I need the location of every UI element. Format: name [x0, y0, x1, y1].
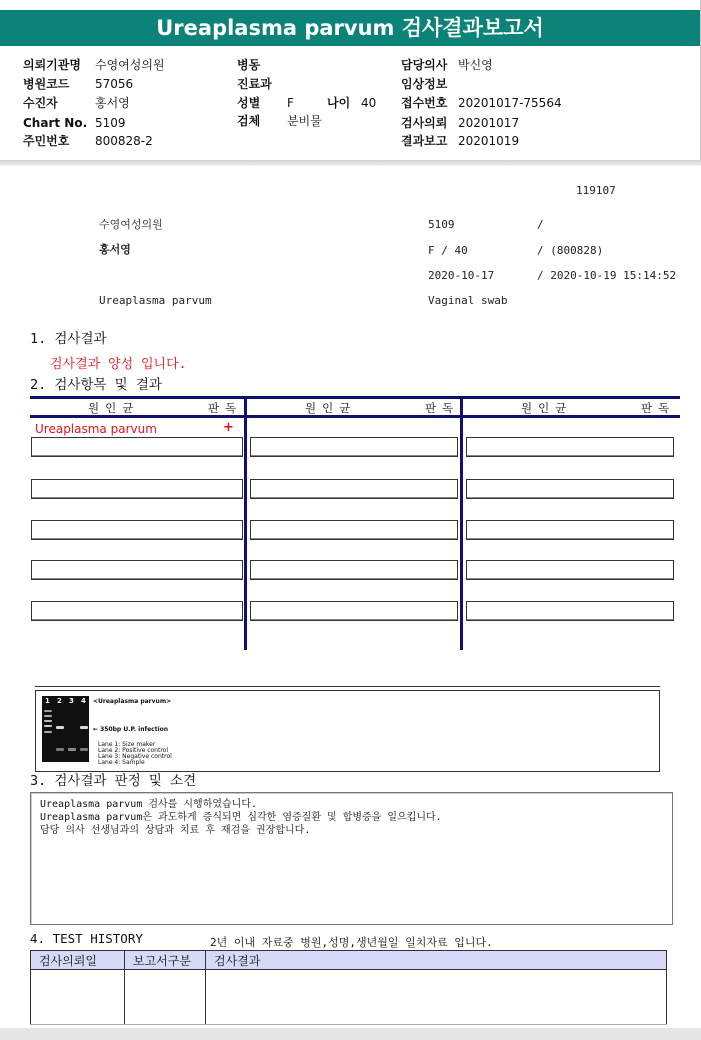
opinion-box [30, 792, 673, 925]
results-grid [30, 396, 680, 650]
ladder-band [44, 720, 52, 722]
opinion-line: 담당 의사 선생님과의 상담과 치료 후 재검을 권장합니다. [40, 825, 311, 836]
info-clinic: 수영여성의원 [99, 218, 163, 231]
specimen-value: 분비물 [287, 114, 322, 128]
primer-band [56, 748, 64, 751]
report-title: Ureaplasma parvum 검사결과보고서 [0, 10, 700, 46]
lane-number: 2 [57, 697, 62, 705]
receipt-no-value: 20201017-75564 [458, 96, 562, 110]
result-cell [466, 601, 674, 621]
gel-legend-item: Lane 1: Size maker [98, 741, 156, 748]
result-cell [466, 560, 674, 580]
history-header-row [31, 951, 667, 970]
sex-label: 성별 [237, 96, 261, 110]
primer-band [68, 748, 76, 751]
info-date-reported: / 2020-10-19 15:14:52 [537, 269, 677, 282]
judgement-header: 판독 [641, 401, 676, 415]
specimen-label: 검체 [237, 114, 261, 128]
hospital-code-label: 병원코드 [23, 77, 70, 91]
history-col-result: 검사결과 [206, 951, 667, 970]
primer-band [80, 748, 88, 751]
info-chart: 5109 [428, 218, 455, 231]
report-id: 119107 [576, 184, 616, 197]
organism-result: + [223, 420, 234, 435]
history-cell [31, 970, 125, 1025]
sex-value: F [287, 96, 294, 110]
ladder-band [44, 731, 52, 733]
request-date-value: 20201017 [458, 116, 520, 130]
result-cell [31, 437, 243, 457]
lane-number: 3 [69, 697, 74, 705]
grid-top-rule [30, 396, 680, 399]
resident-no-value: 800828-2 [95, 134, 153, 148]
info-birth: / (800828) [537, 244, 604, 257]
institution-label: 의뢰기관명 [23, 58, 81, 72]
recipient-row [23, 95, 130, 111]
header-divider [0, 160, 701, 166]
grid-divider [244, 396, 247, 650]
request-date-row [401, 115, 519, 131]
result-cell [31, 479, 243, 499]
result-cell [466, 479, 674, 499]
chart-no-value: 5109 [95, 116, 126, 130]
resident-no-row [23, 133, 153, 149]
column-header [30, 400, 244, 415]
chart-no-row [23, 115, 126, 131]
institution-value: 수영여성의원 [95, 58, 165, 72]
opinion-line: Ureaplasma parvum은 과도하게 증식되면 심각한 염증질환 및 합병증을 일으킵니다. [40, 812, 442, 823]
age-value: 40 [361, 96, 377, 110]
doctor-row [401, 57, 493, 73]
gel-electrophoresis-image [42, 696, 89, 762]
history-col-request-date: 검사의뢰일 [31, 951, 125, 970]
ladder-band [44, 715, 52, 717]
request-date-label: 검사의뢰 [401, 116, 448, 130]
doctor-label: 담당의사 [401, 58, 448, 72]
result-cell [466, 520, 674, 540]
hospital-code-value: 57056 [95, 77, 134, 91]
history-empty-row [31, 970, 667, 1025]
history-table [30, 950, 667, 1025]
result-cell [250, 479, 458, 499]
gel-legend-item: Lane 3: Negative control [98, 753, 172, 760]
receipt-no-label: 접수번호 [401, 96, 448, 110]
gel-top-rule [35, 686, 660, 687]
organism-name: Ureaplasma parvum [35, 422, 157, 436]
doctor-value: 박신영 [458, 58, 493, 72]
department-label: 진료과 [237, 77, 272, 91]
result-cell [31, 601, 243, 621]
gel-legend-item: Lane 2: Positive control [98, 747, 169, 754]
info-test-name: Ureaplasma parvum [99, 294, 212, 307]
info-date-received: 2020-10-17 [428, 269, 495, 282]
info-slash: / [537, 218, 544, 231]
recipient-value: 홍서영 [95, 96, 130, 110]
report-date-row [401, 133, 519, 149]
ladder-band [44, 725, 52, 727]
resident-no-label: 주민번호 [23, 134, 70, 148]
specimen-row [237, 113, 322, 129]
clinical-row [401, 76, 458, 92]
lane-number: 4 [81, 697, 86, 705]
result-cell [466, 437, 674, 457]
page-bottom-strip [0, 1028, 701, 1040]
receipt-no-row [401, 95, 562, 111]
result-cell [250, 520, 458, 540]
institution-row [23, 57, 165, 73]
chart-no-label: Chart No. [23, 116, 88, 130]
ward-label: 병동 [237, 58, 261, 72]
result-cell [250, 437, 458, 457]
recipient-label: 수진자 [23, 96, 58, 110]
age-label: 나이 [327, 96, 351, 110]
sex-age-row [237, 95, 376, 111]
history-col-report-type: 보고서구분 [125, 951, 206, 970]
section2-title: 2. 검사항목 및 결과 [30, 377, 162, 393]
clinical-label: 임상정보 [401, 77, 448, 91]
grid-divider [460, 396, 463, 650]
result-positive-text: 검사결과 양성 입니다. [50, 357, 187, 372]
organism-header: 원인균 [88, 401, 140, 415]
section1-title: 1. 검사결과 [30, 331, 107, 347]
organism-header: 원인균 [521, 401, 573, 415]
gel-arrow-label: ← 350bp U.P. infection [93, 726, 169, 733]
gel-figure [35, 690, 660, 772]
column-header [463, 400, 677, 415]
department-row [237, 76, 287, 92]
result-cell [250, 601, 458, 621]
history-cell [206, 970, 667, 1025]
ward-row [237, 57, 287, 73]
report-date-label: 결과보고 [401, 134, 448, 148]
organism-header: 원인균 [305, 401, 357, 415]
opinion-line: Ureaplasma parvum 검사를 시행하였습니다. [40, 799, 258, 810]
judgement-header: 판독 [208, 401, 243, 415]
gel-title: <Ureaplasma parvum> [93, 698, 172, 705]
result-cell [31, 520, 243, 540]
lane-number: 1 [45, 697, 50, 705]
history-note: 2년 이내 자료중 병원,성명,생년월일 일치자료 입니다. [210, 936, 493, 949]
sample-band [80, 726, 88, 729]
positive-band [56, 726, 64, 729]
section4-title: 4. TEST HISTORY [30, 931, 143, 946]
report-date-value: 20201019 [458, 134, 520, 148]
judgement-header: 판독 [425, 401, 460, 415]
gel-legend-item: Lane 4: Sample [98, 759, 145, 766]
report-header [0, 0, 701, 160]
section3-title: 3. 검사결과 판정 및 소견 [30, 773, 197, 789]
result-cell [250, 560, 458, 580]
info-specimen: Vaginal swab [428, 294, 508, 307]
ladder-band [44, 710, 52, 712]
history-cell [125, 970, 206, 1025]
hospital-code-row [23, 76, 133, 92]
column-header [247, 400, 461, 415]
info-sex-age: F / 40 [428, 244, 468, 257]
info-patient: 홍서영 [99, 243, 131, 256]
result-cell [31, 560, 243, 580]
